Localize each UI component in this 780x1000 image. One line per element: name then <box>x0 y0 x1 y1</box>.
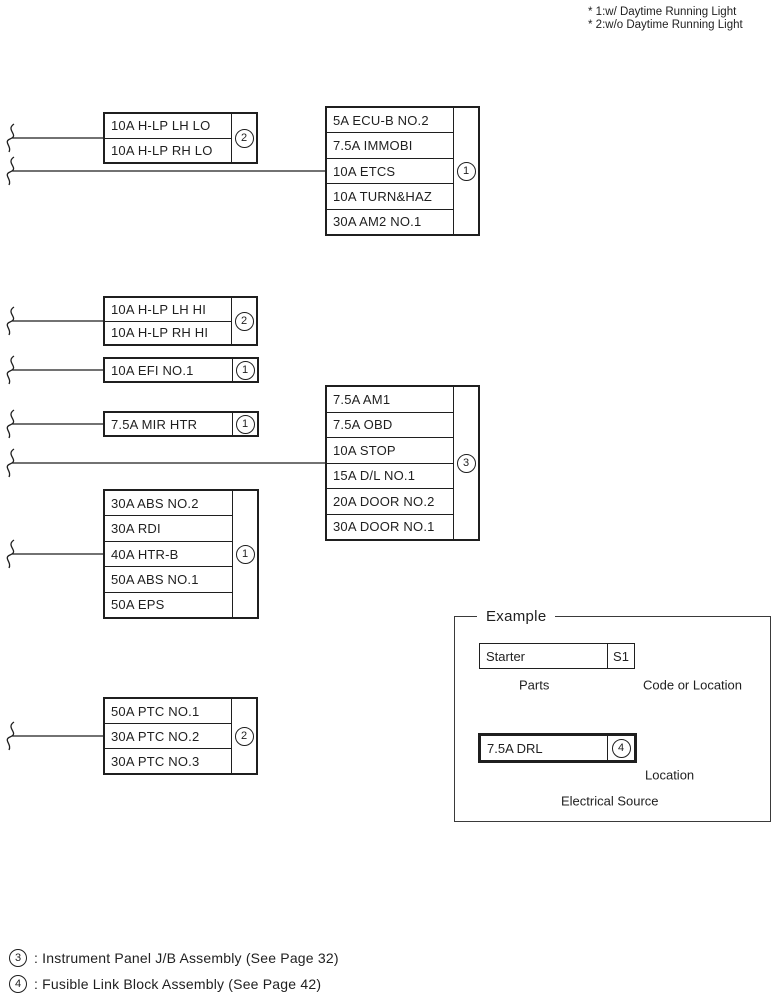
circled-number-icon: 3 <box>9 949 27 967</box>
location-symbol-column <box>232 114 256 162</box>
fuse-row: 7.5A IMMOBI <box>327 133 453 158</box>
example-symbol-cell <box>607 736 634 760</box>
circled-number-icon: 1 <box>457 162 476 181</box>
footnote-1: * 1:w/ Daytime Running Light <box>588 6 737 18</box>
example-source-label: 7.5A DRL <box>487 740 543 756</box>
fuse-row: 10A H-LP LH HI <box>105 298 231 322</box>
parts-caption: Parts <box>519 677 550 693</box>
circled-number-icon: 2 <box>235 312 254 331</box>
wire-break-icon <box>7 356 14 384</box>
wire-break-icon <box>7 410 14 438</box>
location-symbol-column <box>454 387 478 539</box>
fuse-block-efi <box>103 357 259 383</box>
location-symbol-column <box>233 359 257 381</box>
circled-number-icon: 2 <box>235 129 254 148</box>
location-symbol-column <box>232 298 256 344</box>
fuse-rows <box>105 491 233 617</box>
fuse-row: 7.5A AM1 <box>327 387 453 413</box>
wire-break-icon <box>7 157 14 185</box>
fuse-row: 30A DOOR NO.1 <box>333 519 435 535</box>
example-box <box>454 608 771 822</box>
fuse-rows <box>105 413 233 435</box>
fuse-row: 15A D/L NO.1 <box>327 464 453 490</box>
wire-break-icon <box>7 307 14 335</box>
fuse-row: 5A ECU-B NO.2 <box>327 108 453 133</box>
fuse-rows <box>105 298 232 344</box>
fuse-row: 10A TURN&HAZ <box>327 184 453 209</box>
code-caption: Code or Location <box>643 677 743 693</box>
legend-item-fusible-link <box>9 975 321 993</box>
circled-number-icon: 4 <box>9 975 27 993</box>
fuse-row: 30A RDI <box>105 516 232 541</box>
circled-number-icon: 1 <box>236 361 255 380</box>
fuse-row: 30A PTC NO.3 <box>111 753 200 769</box>
example-source-box <box>478 733 637 763</box>
circled-number-icon: 4 <box>612 739 631 758</box>
example-title: Example <box>477 608 555 625</box>
fuse-row: 10A EFI NO.1 <box>111 362 194 378</box>
footnote-2: * 2:w/o Daytime Running Light <box>588 19 743 31</box>
fuse-row: 50A PTC NO.1 <box>105 699 231 724</box>
legend-text: : Instrument Panel J/B Assembly (See Page 32) <box>34 950 339 966</box>
circled-number-icon: 3 <box>457 454 476 473</box>
location-symbol-column <box>454 108 478 234</box>
location-symbol-column <box>232 699 256 773</box>
fuse-block-hlp-hi <box>103 296 258 346</box>
fuse-row: 30A AM2 NO.1 <box>333 214 422 230</box>
wire-break-icon <box>7 124 14 152</box>
fuse-row: 10A H-LP RH HI <box>111 325 209 341</box>
fuse-row: 7.5A OBD <box>327 413 453 439</box>
circled-number-icon: 1 <box>236 415 255 434</box>
fuse-block-ecu-b <box>325 106 480 236</box>
footnotes <box>588 6 743 32</box>
legend-text: : Fusible Link Block Assembly (See Page 42) <box>34 976 322 992</box>
wire-break-icon <box>7 449 14 477</box>
fuse-block-ip-jb <box>325 385 480 541</box>
fuse-row: 10A STOP <box>327 438 453 464</box>
circled-number-icon: 1 <box>236 545 255 564</box>
fuse-rows <box>327 108 454 234</box>
fuse-row: 50A EPS <box>111 597 165 613</box>
circled-number-icon: 2 <box>235 727 254 746</box>
wire-break-icon <box>7 722 14 750</box>
source-caption: Electrical Source <box>561 793 659 809</box>
fuse-row: 30A PTC NO.2 <box>105 724 231 749</box>
fuse-rows <box>105 114 232 162</box>
fuse-rows <box>105 699 232 773</box>
example-parts-box <box>479 643 635 669</box>
legend-item-jb <box>9 949 339 967</box>
fuse-rows <box>327 387 454 539</box>
fuse-row: 50A ABS NO.1 <box>105 567 232 592</box>
fuse-block-hlp-lo <box>103 112 258 164</box>
fuse-block-abs <box>103 489 259 619</box>
fuse-row: 40A HTR-B <box>105 542 232 567</box>
fuse-block-mir-htr <box>103 411 259 437</box>
fuse-row: 10A ETCS <box>327 159 453 184</box>
location-symbol-column <box>233 491 257 617</box>
location-caption: Location <box>645 767 695 783</box>
example-parts-label: Starter <box>486 648 526 664</box>
fuse-row: 10A H-LP LH LO <box>105 114 231 139</box>
wire-break-icon <box>7 540 14 568</box>
example-code-cell: S1 <box>607 644 634 668</box>
fuse-row: 7.5A MIR HTR <box>111 416 198 432</box>
fuse-row: 10A H-LP RH LO <box>111 142 213 158</box>
fuse-row: 30A ABS NO.2 <box>105 491 232 516</box>
fuse-rows <box>105 359 233 381</box>
fuse-block-ptc <box>103 697 258 775</box>
location-symbol-column <box>233 413 257 435</box>
fuse-row: 20A DOOR NO.2 <box>327 489 453 515</box>
